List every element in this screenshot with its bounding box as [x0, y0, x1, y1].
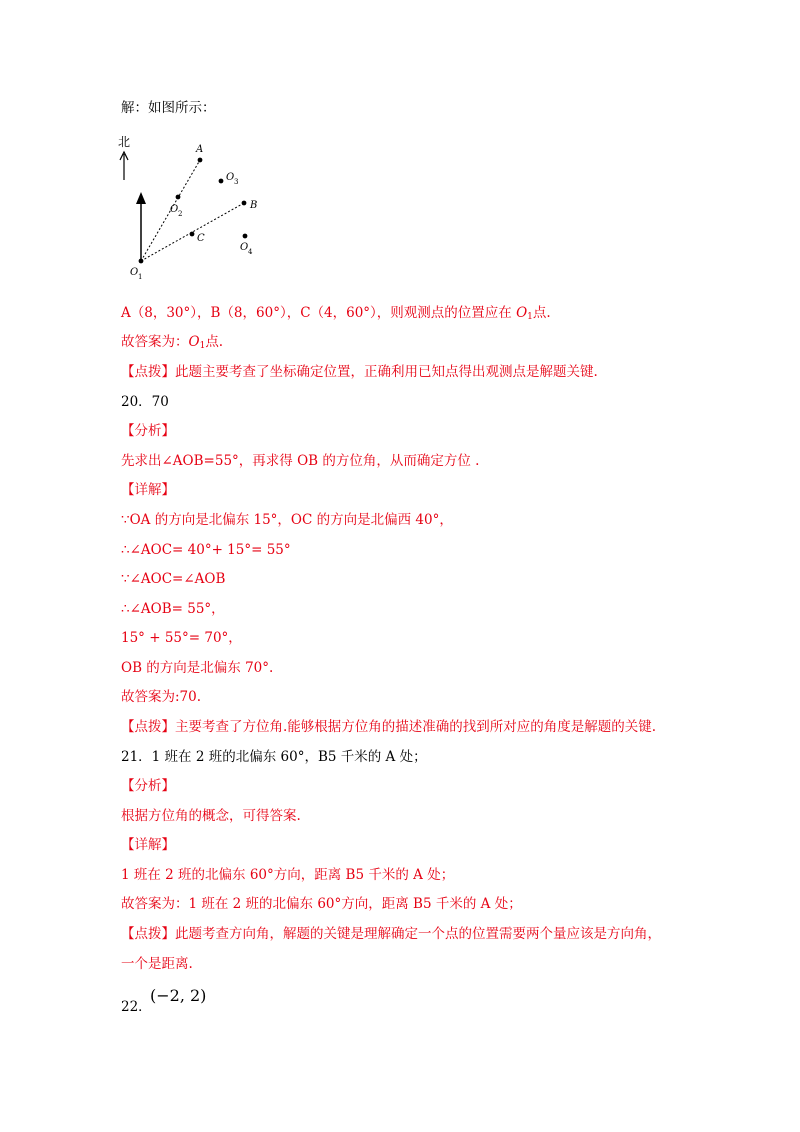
- tip-19: 【点拨】此题主要考查了坐标确定位置，正确利用已知点得出观测点是解题关键.: [121, 364, 598, 380]
- answer-point-letter: O: [516, 305, 528, 321]
- answer-explanation: [121, 304, 551, 326]
- answer-line: [121, 333, 223, 355]
- label-O2: O: [170, 204, 179, 215]
- label-B: B: [250, 200, 258, 211]
- answer-point-suffix: 点.: [532, 305, 551, 321]
- label-A: A: [196, 144, 204, 155]
- solution-intro: 解：如图所示：: [121, 100, 216, 116]
- question-20-answer: 20．70: [121, 394, 169, 410]
- analysis-text-21: 根据方位角的概念，可得答案.: [121, 808, 301, 824]
- detail-line-3: ∵∠AOC=∠AOB: [121, 571, 226, 587]
- label-O4: O: [240, 242, 249, 253]
- label-O3-sub: 3: [234, 178, 239, 186]
- detail-line-2: ∴∠AOC= 40°+ 15°= 55°: [121, 542, 291, 558]
- answer-prefix: 故答案为：: [121, 334, 189, 350]
- detail-line-4: ∴∠AOB= 55°，: [121, 601, 225, 617]
- detail-heading-21: 【详解】: [121, 837, 175, 853]
- detail-line-6: OB 的方向是北偏东 70°.: [121, 660, 274, 676]
- detail-line-1: ∵OA 的方向是北偏东 15°，OC 的方向是北偏西 40°，: [121, 512, 453, 528]
- answer-suffix: 点.: [205, 334, 224, 350]
- detail-heading-20: 【详解】: [121, 482, 175, 498]
- tip-21: 【点拨】此题考查方向角，解题的关键是理解确定一个点的位置需要两个量应该是方向角，: [121, 926, 661, 942]
- label-O4-sub: 4: [248, 248, 253, 256]
- tip-21-continued: 一个是距离.: [121, 956, 193, 972]
- detail-21: 1 班在 2 班的北偏东 60°方向，距离 B5 千米的 A 处；: [121, 867, 455, 883]
- point-C: [190, 232, 195, 237]
- label-O2-sub: 2: [178, 210, 183, 218]
- detail-line-5: 15° + 55°= 70°，: [121, 630, 242, 646]
- answer-20: 故答案为:70.: [121, 689, 202, 705]
- answer-sub: 1: [199, 341, 206, 351]
- question-21-answer: 21．1 班在 2 班的北偏东 60°，B5 千米的 A 处；: [121, 749, 427, 765]
- tip-20: 【点拨】主要考查了方位角.能够根据方位角的描述准确的找到所对应的角度是解题的关键.: [121, 719, 657, 735]
- analysis-text-20: 先求出∠AOB=55°，再求得 OB 的方位角，从而确定方位 .: [121, 453, 480, 469]
- direction-diagram: [112, 130, 272, 290]
- point-B: [242, 201, 247, 206]
- label-O3: O: [226, 172, 235, 183]
- point-A: [198, 158, 203, 163]
- point-O4: [243, 234, 248, 239]
- north-label: 北: [118, 135, 131, 149]
- point-O2: [176, 195, 181, 200]
- answer-point-sub: 1: [527, 312, 533, 322]
- point-O3: [219, 179, 224, 184]
- analysis-heading-21: 【分析】: [121, 778, 175, 794]
- label-O1: O: [130, 267, 139, 278]
- answer-21: 故答案为：1 班在 2 班的北偏东 60°方向，距离 B5 千米的 A 处；: [121, 896, 522, 912]
- label-C: C: [197, 233, 205, 244]
- question-22-number: 22．: [121, 999, 152, 1015]
- label-O1-sub: 1: [138, 273, 143, 281]
- answer-letter: O: [188, 334, 200, 350]
- point-O1: [139, 259, 144, 264]
- north-arrow-large-head: [136, 192, 146, 204]
- question-22-answer: (−2, 2): [150, 986, 207, 1005]
- answer-text: A（8，30°），B（8，60°），C（4，60°），则观测点的位置应在: [121, 305, 517, 321]
- analysis-heading-20: 【分析】: [121, 423, 175, 439]
